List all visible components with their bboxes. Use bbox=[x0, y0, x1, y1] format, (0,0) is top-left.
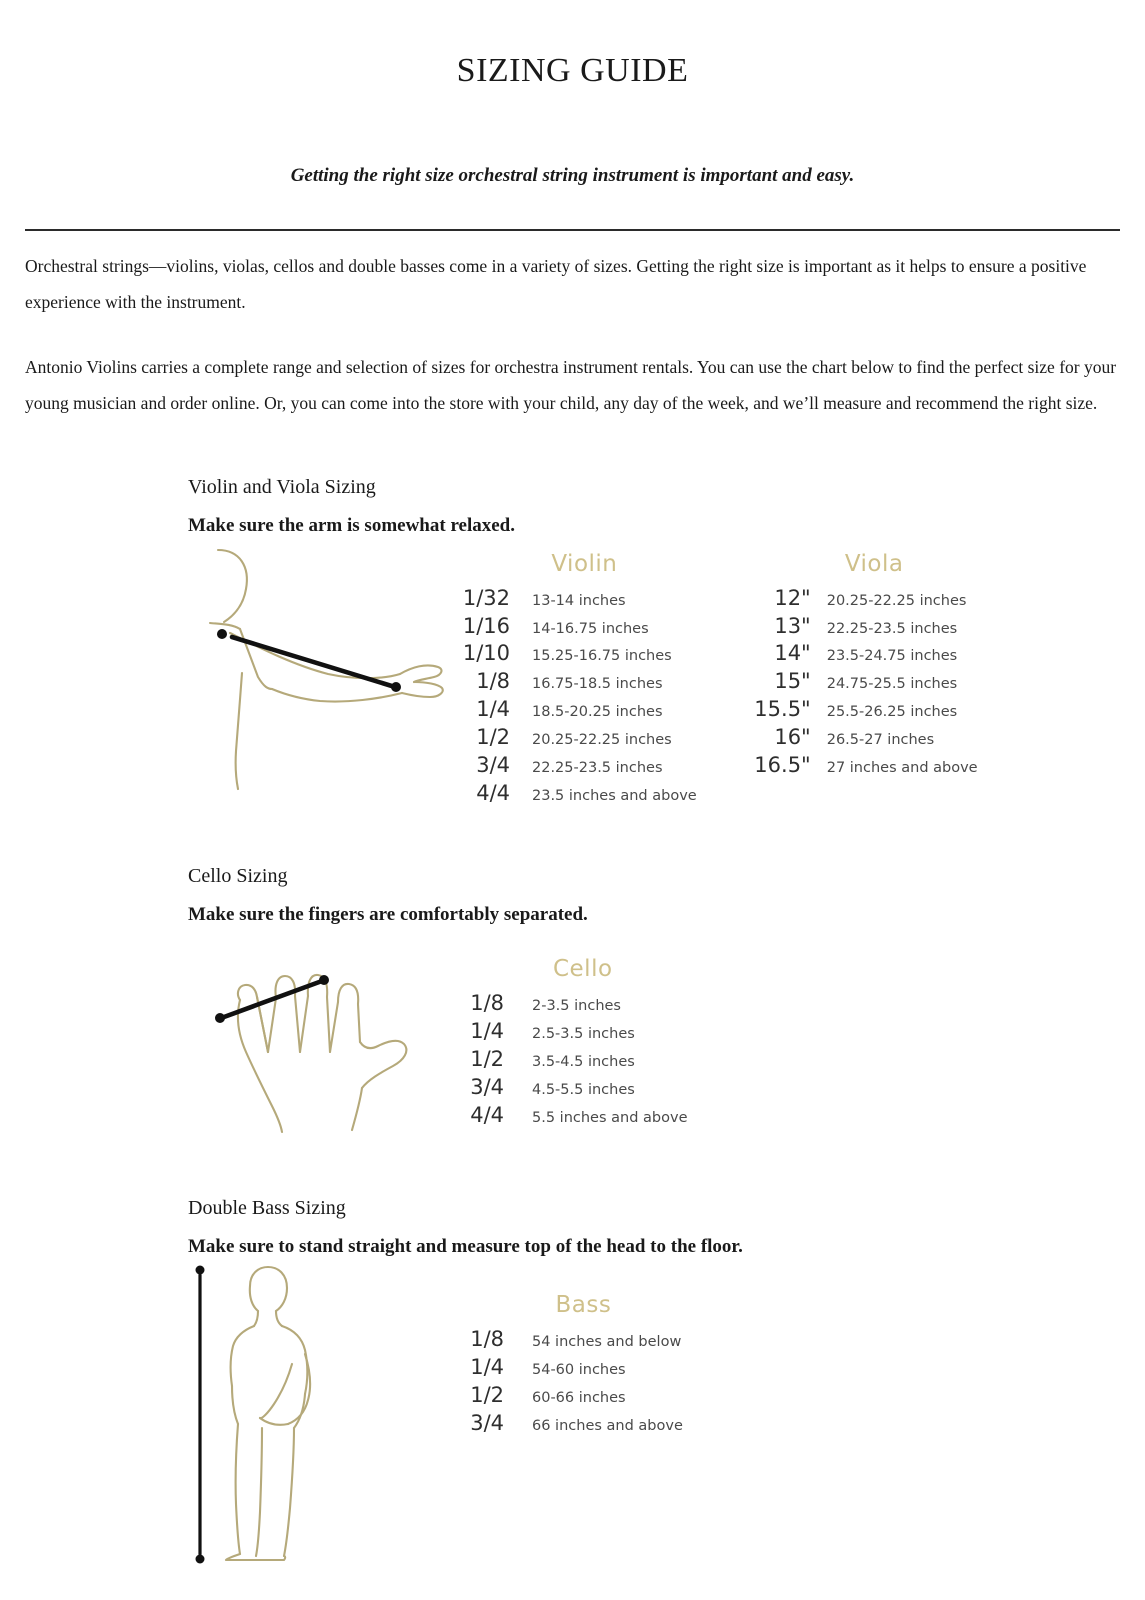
size-measurement: 22.25-23.5 inches bbox=[826, 620, 958, 637]
size-label: 15.5" bbox=[754, 697, 811, 722]
size-label: 15" bbox=[774, 669, 811, 694]
size-measurement: 23.5-24.75 inches bbox=[826, 648, 958, 665]
size-label: 3/4 bbox=[476, 753, 510, 778]
size-measurement: 14-16.75 inches bbox=[532, 620, 649, 637]
table-row bbox=[452, 753, 697, 781]
size-label: 14" bbox=[774, 641, 811, 666]
size-label: 1/4 bbox=[470, 1355, 504, 1379]
size-label: 4/4 bbox=[476, 781, 510, 806]
sizing-table-bass bbox=[452, 1292, 683, 1439]
size-measurement: 2.5-3.5 inches bbox=[532, 1026, 635, 1042]
size-measurement: 24.75-25.5 inches bbox=[826, 676, 958, 693]
section-instruction-violin-viola: Make sure the arm is somewhat relaxed. bbox=[188, 514, 515, 536]
size-measurement: 15.25-16.75 inches bbox=[532, 648, 672, 665]
page-title: SIZING GUIDE bbox=[456, 52, 689, 89]
table-row bbox=[452, 1411, 683, 1439]
size-label: 1/2 bbox=[476, 725, 510, 750]
standing-figure-height-illustration bbox=[188, 1264, 450, 1569]
size-measurement: 3.5-4.5 inches bbox=[532, 1053, 635, 1070]
size-label: 1/32 bbox=[462, 585, 510, 610]
arm-measurement-illustration bbox=[188, 541, 450, 796]
table-row bbox=[452, 1327, 683, 1355]
table-row bbox=[747, 586, 978, 614]
table-row bbox=[452, 991, 688, 1019]
size-label: 3/4 bbox=[470, 1074, 504, 1099]
cello-tables bbox=[452, 934, 688, 1131]
intro-paragraph-2: Antonio Violins carries a complete range and selection of sizes for orchestra instrument rentals. You can use the chart below to find the perfect size for your young musician and order online. Or, you can come into the store with your child, any day of the week, and we’ll measure and recommend the right size. bbox=[25, 356, 1117, 414]
size-label: 1/2 bbox=[470, 1046, 504, 1071]
hand-measurement-illustration bbox=[188, 934, 450, 1139]
violin-viola-tables bbox=[452, 541, 978, 810]
size-measurement: 66 inches and above bbox=[532, 1417, 683, 1434]
size-measurement: 54-60 inches bbox=[532, 1362, 626, 1378]
table-row bbox=[452, 697, 697, 725]
size-label: 12" bbox=[774, 585, 811, 610]
size-label: 3/4 bbox=[470, 1410, 504, 1435]
sizing-table-violin bbox=[452, 551, 697, 810]
size-measurement: 16.75-18.5 inches bbox=[532, 676, 663, 693]
table-row bbox=[452, 586, 697, 614]
size-measurement: 2-3.5 inches bbox=[532, 998, 621, 1015]
section-instruction-double-bass: Make sure to stand straight and measure top of the head to the floor. bbox=[188, 1236, 743, 1258]
table-row bbox=[747, 614, 978, 642]
size-label: 1/4 bbox=[476, 697, 510, 722]
page-subtitle: Getting the right size orchestral string instrument is important and easy. bbox=[290, 165, 855, 186]
size-label: 1/10 bbox=[462, 641, 510, 666]
table-row bbox=[747, 641, 978, 669]
section-double-bass bbox=[188, 1197, 1145, 1569]
size-measurement: 4.5-5.5 inches bbox=[532, 1081, 635, 1098]
sizing-table-viola bbox=[747, 551, 978, 810]
size-measurement: 25.5-26.25 inches bbox=[826, 704, 958, 721]
size-label: 1/16 bbox=[462, 613, 510, 638]
size-label: 1/8 bbox=[470, 991, 504, 1016]
size-measurement: 18.5-20.25 inches bbox=[532, 704, 663, 721]
table-row bbox=[452, 641, 697, 669]
table-row bbox=[747, 669, 978, 697]
size-measurement: 13-14 inches bbox=[532, 592, 626, 609]
table-heading-violin: Violin bbox=[551, 550, 618, 577]
size-label: 16" bbox=[774, 725, 811, 750]
size-measurement: 5.5 inches and above bbox=[532, 1109, 688, 1126]
size-label: 1/8 bbox=[470, 1327, 504, 1352]
section-instruction-cello: Make sure the fingers are comfortably separated. bbox=[188, 904, 588, 926]
size-measurement: 26.5-27 inches bbox=[826, 732, 935, 749]
table-row bbox=[747, 753, 978, 781]
table-row bbox=[452, 669, 697, 697]
table-row bbox=[452, 1355, 683, 1383]
section-title-violin-viola: Violin and Viola Sizing bbox=[188, 475, 376, 498]
size-label: 16.5" bbox=[754, 753, 811, 778]
table-heading-cello: Cello bbox=[552, 956, 613, 983]
size-label: 4/4 bbox=[470, 1102, 504, 1127]
table-row bbox=[747, 725, 978, 753]
table-row bbox=[452, 614, 697, 642]
table-row bbox=[452, 1047, 688, 1075]
size-measurement: 20.25-22.25 inches bbox=[532, 732, 672, 749]
size-measurement: 22.25-23.5 inches bbox=[532, 760, 663, 777]
table-heading-viola: Viola bbox=[844, 550, 904, 577]
size-label: 13" bbox=[774, 613, 811, 638]
sizing-table-cello bbox=[452, 956, 688, 1131]
section-title-double-bass: Double Bass Sizing bbox=[188, 1197, 346, 1220]
table-row bbox=[452, 725, 697, 753]
table-heading-bass: Bass bbox=[555, 1292, 612, 1319]
bass-tables bbox=[452, 1264, 683, 1439]
table-row bbox=[452, 1103, 688, 1131]
size-measurement: 27 inches and above bbox=[826, 760, 978, 777]
table-row bbox=[452, 1383, 683, 1411]
table-row bbox=[452, 781, 697, 809]
table-row bbox=[452, 1019, 688, 1047]
intro-paragraph-1: Orchestral strings—violins, violas, cellos and double basses come in a variety of sizes. Getting the right size is important as it helps to ensure a positive experience with the instrument. bbox=[25, 256, 1087, 313]
section-cello bbox=[188, 865, 1145, 1139]
size-measurement: 54 inches and below bbox=[532, 1334, 682, 1351]
section-violin-viola bbox=[188, 476, 1145, 810]
size-label: 1/8 bbox=[476, 669, 510, 694]
size-measurement: 23.5 inches and above bbox=[532, 788, 697, 805]
size-label: 1/4 bbox=[470, 1019, 504, 1043]
table-row bbox=[747, 697, 978, 725]
table-row bbox=[452, 1075, 688, 1103]
size-measurement: 20.25-22.25 inches bbox=[826, 592, 967, 609]
intro-paragraphs bbox=[25, 231, 1120, 422]
size-label: 1/2 bbox=[470, 1382, 504, 1407]
section-title-cello: Cello Sizing bbox=[188, 865, 288, 888]
size-measurement: 60-66 inches bbox=[532, 1389, 626, 1406]
